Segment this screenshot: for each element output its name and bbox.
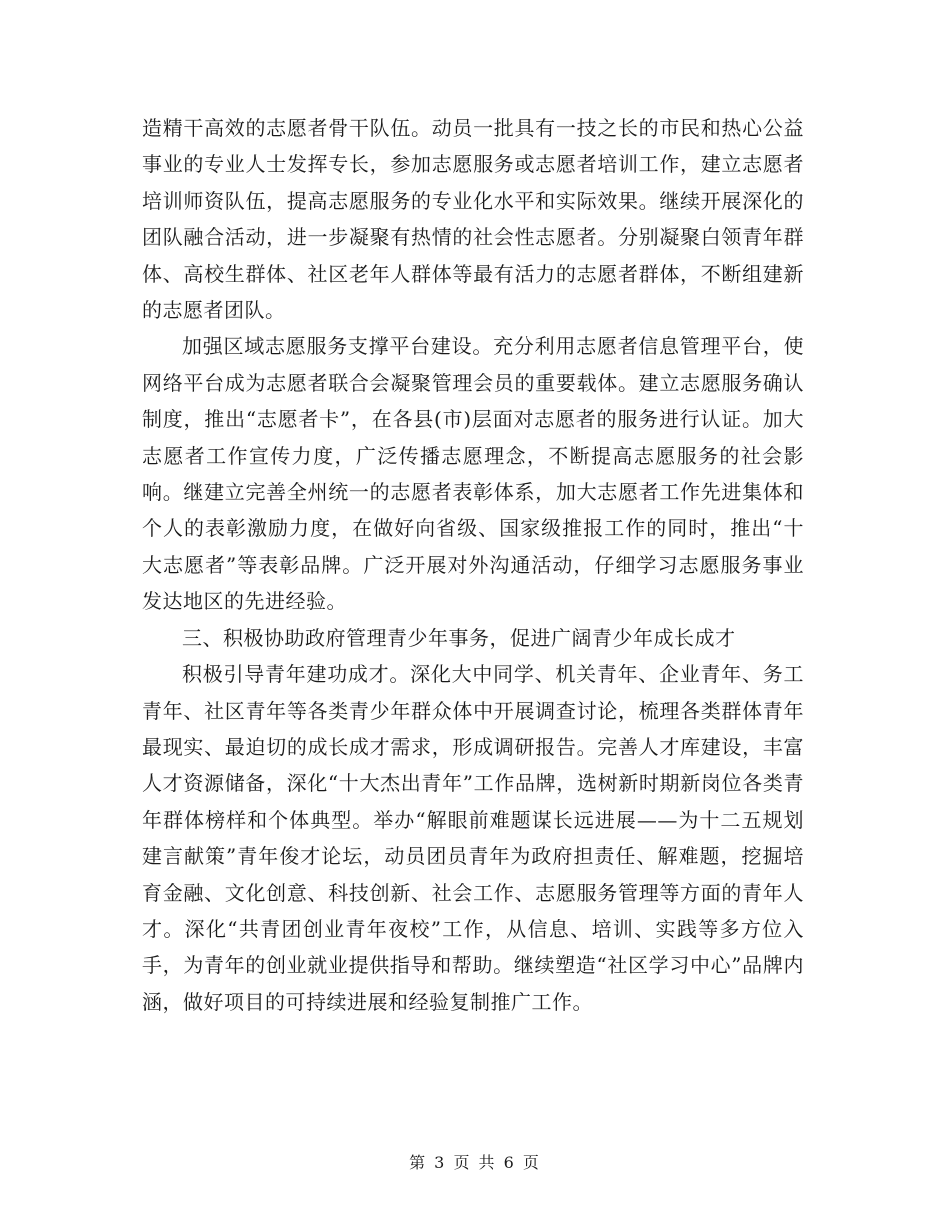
paragraph-platform: 加强区域志愿服务支撑平台建设。充分利用志愿者信息管理平台，使网络平台成为志愿者联合会凝聚管理会员的重要载体。建立志愿服务确认制度，推出“志愿者卡”，在各县(市)层面对志愿者的服务进行认证。加大志愿者工作宣传力度，广泛传播志愿理念，不断提高志愿服务的社会影响。继建立完善全州统一的志愿者表彰体系，加大志愿者工作先进集体和个人的表彰激励力度，在做好向省级、国家级推报工作的同时，推出“十大志愿者”等表彰品牌。广泛开展对外沟通活动，仔细学习志愿服务事业发达地区的先进经验。 [142, 334, 804, 614]
section-heading: 三、积极协助政府管理青少年事务，促进广阔青少年成长成才 [182, 625, 736, 650]
page-number-footer: 第 3 页 共 6 页 [409, 1153, 541, 1172]
paragraph-continued: 造精干高效的志愿者骨干队伍。动员一批具有一技之长的市民和热心公益事业的专业人士发挥专长，参加志愿服务或志愿者培训工作，建立志愿者培训师资队伍，提高志愿服务的专业化水平和实际效果。继续开展深化的团队融合活动，进一步凝聚有热情的社会性志愿者。分别凝聚白领青年群体、高校生群体、社区老年人群体等最有活力的志愿者群体，不断组建新的志愿者团队。 [142, 116, 804, 323]
document-body [142, 110, 804, 1020]
paragraph-youth: 积极引导青年建功成才。深化大中同学、机关青年、企业青年、务工青年、社区青年等各类青少年群众体中开展调查讨论，梳理各类群体青年最现实、最迫切的成长成才需求，形成调研报告。完善人才库建设，丰富人才资源储备，深化“十大杰出青年”工作品牌，选树新时期新岗位各类青年群体榜样和个体典型。举办“解眼前难题谋长远进展——为十二五规划建言献策”青年俊才论坛，动员团员青年为政府担责任、解难题，挖掘培育金融、文化创意、科技创新、社会工作、志愿服务管理等方面的青年人才。深化“共青团创业青年夜校”工作，从信息、培训、实践等多方位入手，为青年的创业就业提供指导和帮助。继续塑造“社区学习中心”品牌内涵，做好项目的可持续进展和经验复制推广工作。 [142, 662, 804, 1014]
